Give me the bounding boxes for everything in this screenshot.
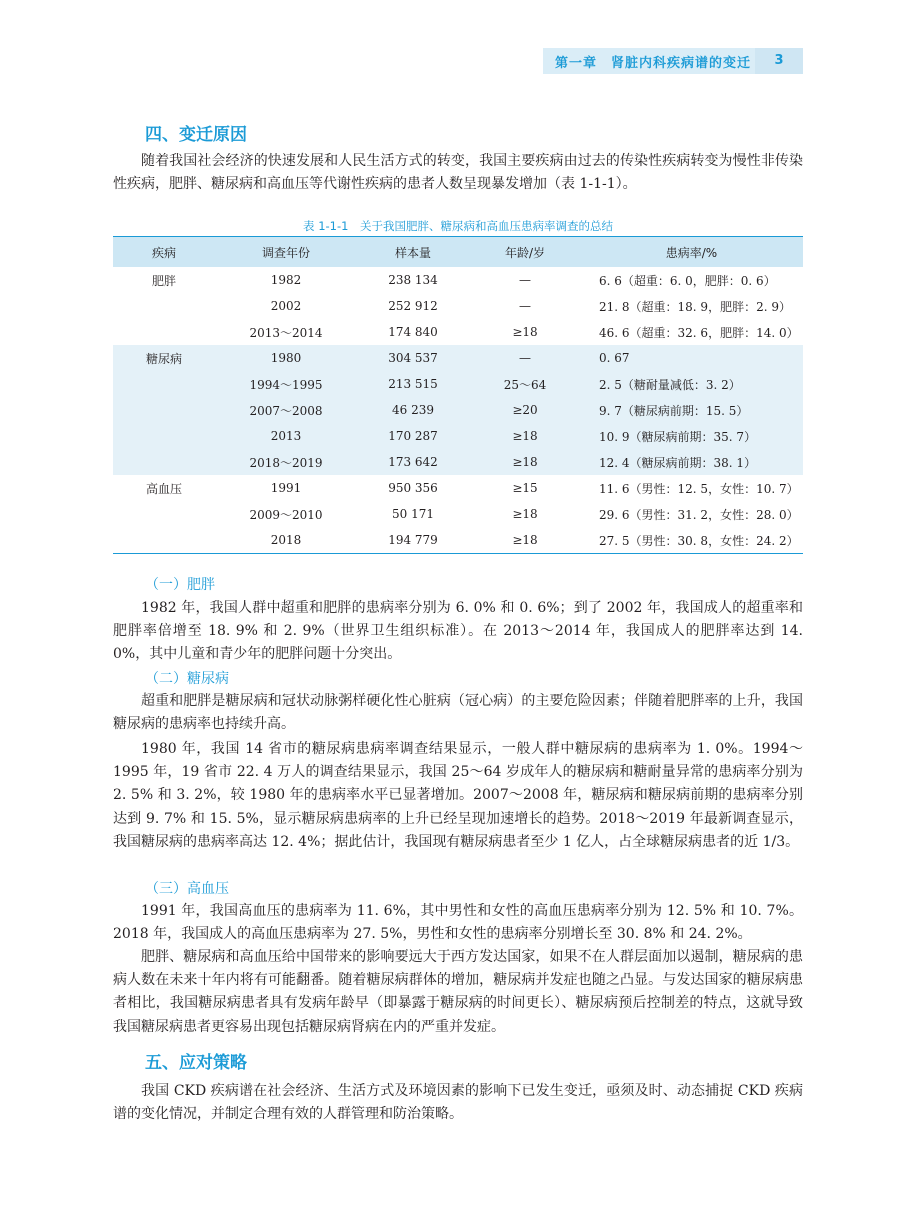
prevalence-table — [113, 236, 803, 554]
age-cell: ≥20 — [469, 397, 581, 423]
col-header-sample: 样本量 — [357, 237, 469, 268]
table-row — [113, 527, 803, 554]
year-cell: 1982 — [270, 273, 302, 287]
diabetes-paragraph-1: 超重和肥胖是糖尿病和冠状动脉粥样硬化性心脏病（冠心病）的主要危险因素；伴随着肥胖率的上升，我国糖尿病的患病率也持续升高。 — [113, 693, 803, 733]
rate-cell: 12. 4（糖尿病前期：38. 1） — [581, 449, 803, 475]
sample-cell: 170 287 — [357, 423, 469, 449]
year-cell: 2009～2010 — [249, 507, 323, 522]
col-header-disease: 疾病 — [113, 237, 215, 268]
age-cell: ≥18 — [469, 449, 581, 475]
table-row — [113, 449, 803, 475]
section-5-heading: 五、应对策略 — [145, 1053, 247, 1073]
rate-cell: 0. 67 — [581, 345, 803, 371]
rate-cell: 9. 7（糖尿病前期：15. 5） — [581, 397, 803, 423]
year-cell: 2002 — [270, 299, 302, 313]
sample-cell: 50 171 — [392, 507, 434, 521]
sample-cell: 194 779 — [388, 533, 438, 547]
sample-cell: 252 912 — [388, 299, 438, 313]
disease-cell: 高血压 — [145, 481, 182, 496]
table-row — [113, 397, 803, 423]
rate-cell: 29. 6（男性：31. 2，女性：28. 0） — [599, 507, 799, 522]
year-cell: 2013 — [215, 423, 357, 449]
sample-cell: 213 515 — [357, 371, 469, 397]
sample-cell: 46 239 — [357, 397, 469, 423]
rate-cell: 46. 6（超重：32. 6，肥胖：14. 0） — [599, 325, 799, 340]
col-header-rate: 患病率/% — [581, 237, 803, 268]
rate-cell: 6. 6（超重：6. 0，肥胖：0. 6） — [599, 273, 776, 288]
sample-cell: 174 840 — [388, 325, 438, 339]
obesity-heading: （一）肥胖 — [145, 577, 215, 593]
sample-cell: 238 134 — [388, 273, 438, 287]
age-cell: ≥18 — [512, 533, 538, 547]
sample-cell: 304 537 — [357, 345, 469, 371]
age-cell: 25～64 — [469, 371, 581, 397]
year-cell: 1994～1995 — [215, 371, 357, 397]
table-row — [113, 293, 803, 319]
table-row — [113, 501, 803, 527]
diabetes-heading: （二）糖尿病 — [145, 671, 229, 687]
table-row — [113, 345, 803, 371]
page-number: 3 — [755, 48, 803, 74]
year-cell: 1980 — [215, 345, 357, 371]
rate-cell: 10. 9（糖尿病前期：35. 7） — [581, 423, 803, 449]
running-header-chapter: 第一章 肾脏内科疾病谱的变迁 — [555, 56, 752, 71]
rate-cell: 2. 5（糖耐量减低：3. 2） — [581, 371, 803, 397]
table-row — [113, 267, 803, 293]
age-cell: ≥15 — [512, 481, 538, 495]
table-row — [113, 423, 803, 449]
rate-cell: 21. 8（超重：18. 9，肥胖：2. 9） — [599, 299, 791, 314]
year-cell: 2018 — [270, 533, 302, 547]
table-row — [113, 371, 803, 397]
table-row — [113, 319, 803, 345]
age-cell: ≥18 — [512, 325, 538, 339]
hypertension-heading: （三）高血压 — [145, 881, 229, 897]
rate-cell: 11. 6（男性：12. 5，女性：10. 7） — [599, 481, 799, 496]
col-header-year: 调查年份 — [215, 237, 357, 268]
year-cell: 2007～2008 — [215, 397, 357, 423]
col-header-age: 年龄/岁 — [469, 237, 581, 268]
year-cell: 2018～2019 — [215, 449, 357, 475]
age-cell: — — [519, 273, 531, 287]
hypertension-paragraph-2: 肥胖、糖尿病和高血压给中国带来的影响要远大于西方发达国家，如果不在人群层面加以遏制，糖尿病的患病人数在未来十年内将有可能翻番。随着糖尿病群体的增加，糖尿病并发症也随之凸显。与发达国家的糖尿病患者相比，我国糖尿病患者具有发病年龄早（即暴露于糖尿病的时间更长）、糖尿病预后控制差的特点，这就导致我国糖尿病患者更容易出现包括糖尿病肾病在内的严重并发症。 — [113, 949, 803, 1035]
table-row — [113, 475, 803, 501]
table-header-row — [113, 237, 803, 268]
age-cell: — — [519, 299, 531, 313]
diabetes-paragraph-2: 1980 年，我国 14 省市的糖尿病患病率调查结果显示，一般人群中糖尿病的患病率为 1. 0%。1994～1995 年，19 省市 22. 4 万人的调查结果显示，我国 25～64 岁成年人的糖尿病和糖耐量异常的患病率分别为 2. 5% 和 3. 2%，较 1980 年的患病率水平已显著增加。2007～2008 年，糖尿病和糖尿病前期的患病率分别达到 9. 7% 和 15. 5%，显示糖尿病患病率的上升已经呈现加速增长的趋势。2018～2019 年最新调查显示，我国糖尿病的患病率高达 12. 4%；据此估计，我国现有糖尿病患者至少 1 亿人，占全球糖尿病患者的近 1/3。 — [113, 741, 803, 850]
sample-cell: 173 642 — [357, 449, 469, 475]
age-cell: ≥18 — [512, 507, 538, 521]
year-cell: 2013～2014 — [249, 325, 323, 340]
table-caption: 表 1-1-1 关于我国肥胖、糖尿病和高血压患病率调查的总结 — [303, 219, 613, 233]
age-cell: ≥18 — [469, 423, 581, 449]
year-cell: 1991 — [270, 481, 302, 495]
sample-cell: 950 356 — [388, 481, 438, 495]
disease-cell: 肥胖 — [151, 273, 176, 288]
rate-cell: 27. 5（男性：30. 8，女性：24. 2） — [599, 533, 799, 548]
disease-cell: 糖尿病 — [113, 345, 215, 371]
section-4-heading: 四、变迁原因 — [145, 125, 247, 145]
age-cell: — — [469, 345, 581, 371]
section-4-intro: 随着我国社会经济的快速发展和人民生活方式的转变，我国主要疾病由过去的传染性疾病转变为慢性非传染性疾病，肥胖、糖尿病和高血压等代谢性疾病的患者人数呈现暴发增加（表 1-1-1）。 — [113, 153, 803, 193]
hypertension-paragraph-1: 1991 年，我国高血压的患病率为 11. 6%，其中男性和女性的高血压患病率分别为 12. 5% 和 10. 7%。2018 年，我国成人的高血压患病率为 27. 5%，男性和女性的患病率分别增长至 30. 8% 和 24. 2%。 — [113, 903, 803, 943]
obesity-paragraph: 1982 年，我国人群中超重和肥胖的患病率分别为 6. 0% 和 0. 6%；到了 2002 年，我国成人的超重率和肥胖率倍增至 18. 9% 和 2. 9%（世界卫生组织标准）。在 2013～2014 年，我国成人的肥胖率达到 14. 0%，其中儿童和青少年的肥胖问题十分突出。 — [113, 600, 803, 663]
section-5-paragraph: 我国 CKD 疾病谱在社会经济、生活方式及环境因素的影响下已发生变迁，亟须及时、动态捕捉 CKD 疾病谱的变化情况，并制定合理有效的人群管理和防治策略。 — [113, 1083, 803, 1123]
